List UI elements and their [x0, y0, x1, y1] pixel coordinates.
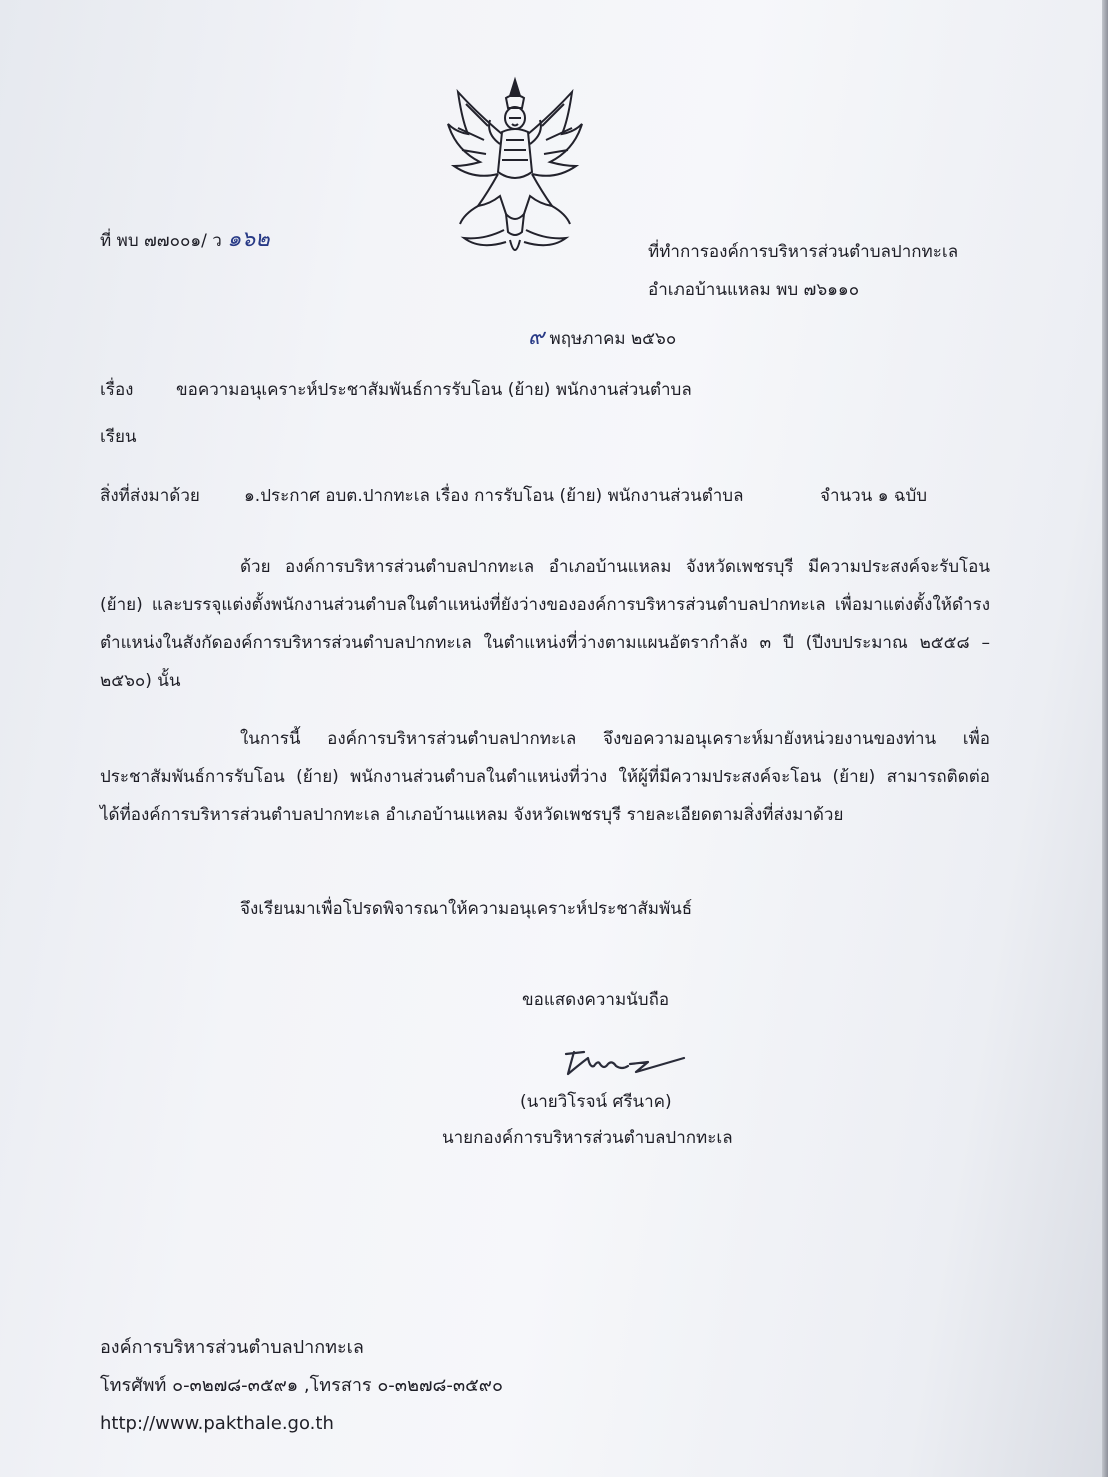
- enclosure-label: สิ่งที่ส่งมาด้วย: [100, 486, 200, 506]
- office-address-line2: อำเภอบ้านแหลม พบ ๗๖๑๑๐: [648, 280, 860, 300]
- date-month-year: พฤษภาคม ๒๕๖๐: [549, 329, 677, 349]
- subject-label: เรื่อง: [100, 380, 134, 400]
- enclosure-item: ๑.ประกาศ อบต.ปากทะเล เรื่อง การรับโอน (ย้าย) พนักงานส่วนตำบล: [244, 486, 744, 506]
- date-day-handwritten: ๙: [528, 325, 545, 350]
- body-paragraph-2: ในการนี้ องค์การบริหารส่วนตำบลปากทะเล จึงขอความอนุเคราะห์มายังหน่วยงานของท่าน เพื่อประชาสัมพันธ์การรับโอน (ย้าย) พนักงานส่วนตำบลในตำแหน่งที่ว่าง ให้ผู้ที่มีความประสงค์จะโอน (ย้าย) สามารถติดต่อได้ที่องค์การบริหารส่วนตำบลปากทะเล อำเภอบ้านแหลม จังหวัดเพชรบุรี รายละเอียดตามสิ่งที่ส่งมาด้วย: [100, 729, 990, 825]
- reference-number: [100, 228, 270, 253]
- footer-organization: องค์การบริหารส่วนตำบลปากทะเล: [100, 1337, 364, 1358]
- salutation: ขอแสดงความนับถือ: [522, 990, 670, 1010]
- handwritten-signature: [560, 1040, 690, 1080]
- office-address-line1: ที่ทำการองค์การบริหารส่วนตำบลปากทะเล: [648, 242, 959, 262]
- reference-prefix: ที่ พบ ๗๗๐๐๑/ ว: [100, 231, 222, 251]
- paper-edge-shadow: [1102, 0, 1108, 1477]
- body-paragraph-1: ด้วย องค์การบริหารส่วนตำบลปากทะเล อำเภอบ้านแหลม จังหวัดเพชรบุรี มีความประสงค์จะรับโอน (ย้าย) และบรรจุแต่งตั้งพนักงานส่วนตำบลในตำแหน่งที่ยังว่างขององค์การบริหารส่วนตำบลปากทะเล เพื่อมาแต่งตั้งให้ดำรงตำแหน่งในสังกัดองค์การบริหารส่วนตำบลปากทะเล ในตำแหน่งที่ว่างตามแผนอัตรากำลัง ๓ ปี (ปีงบประมาณ ๒๕๕๘ – ๒๕๖๐) นั้น: [100, 557, 990, 691]
- reference-number-handwritten: ๑๖๒: [227, 227, 270, 252]
- footer-website-link[interactable]: http://www.pakthale.go.th: [100, 1413, 334, 1434]
- closing-request: จึงเรียนมาเพื่อโปรดพิจารณาให้ความอนุเคราะห์ประชาสัมพันธ์: [240, 899, 693, 919]
- signatory-name: (นายวิโรจน์ ศรีนาค): [520, 1092, 672, 1112]
- subject-text: ขอความอนุเคราะห์ประชาสัมพันธ์การรับโอน (ย้าย) พนักงานส่วนตำบล: [176, 380, 692, 400]
- garuda-emblem-icon: [440, 74, 590, 262]
- footer-phone-fax: โทรศัพท์ ๐-๓๒๗๘-๓๕๙๑ ,โทรสาร ๐-๓๒๗๘-๓๕๙๐: [100, 1375, 503, 1396]
- signatory-position: นายกองค์การบริหารส่วนตำบลปากทะเล: [442, 1128, 733, 1148]
- recipient-label: เรียน: [100, 427, 137, 447]
- enclosure-quantity: จำนวน ๑ ฉบับ: [820, 486, 928, 506]
- letter-date: [528, 326, 676, 351]
